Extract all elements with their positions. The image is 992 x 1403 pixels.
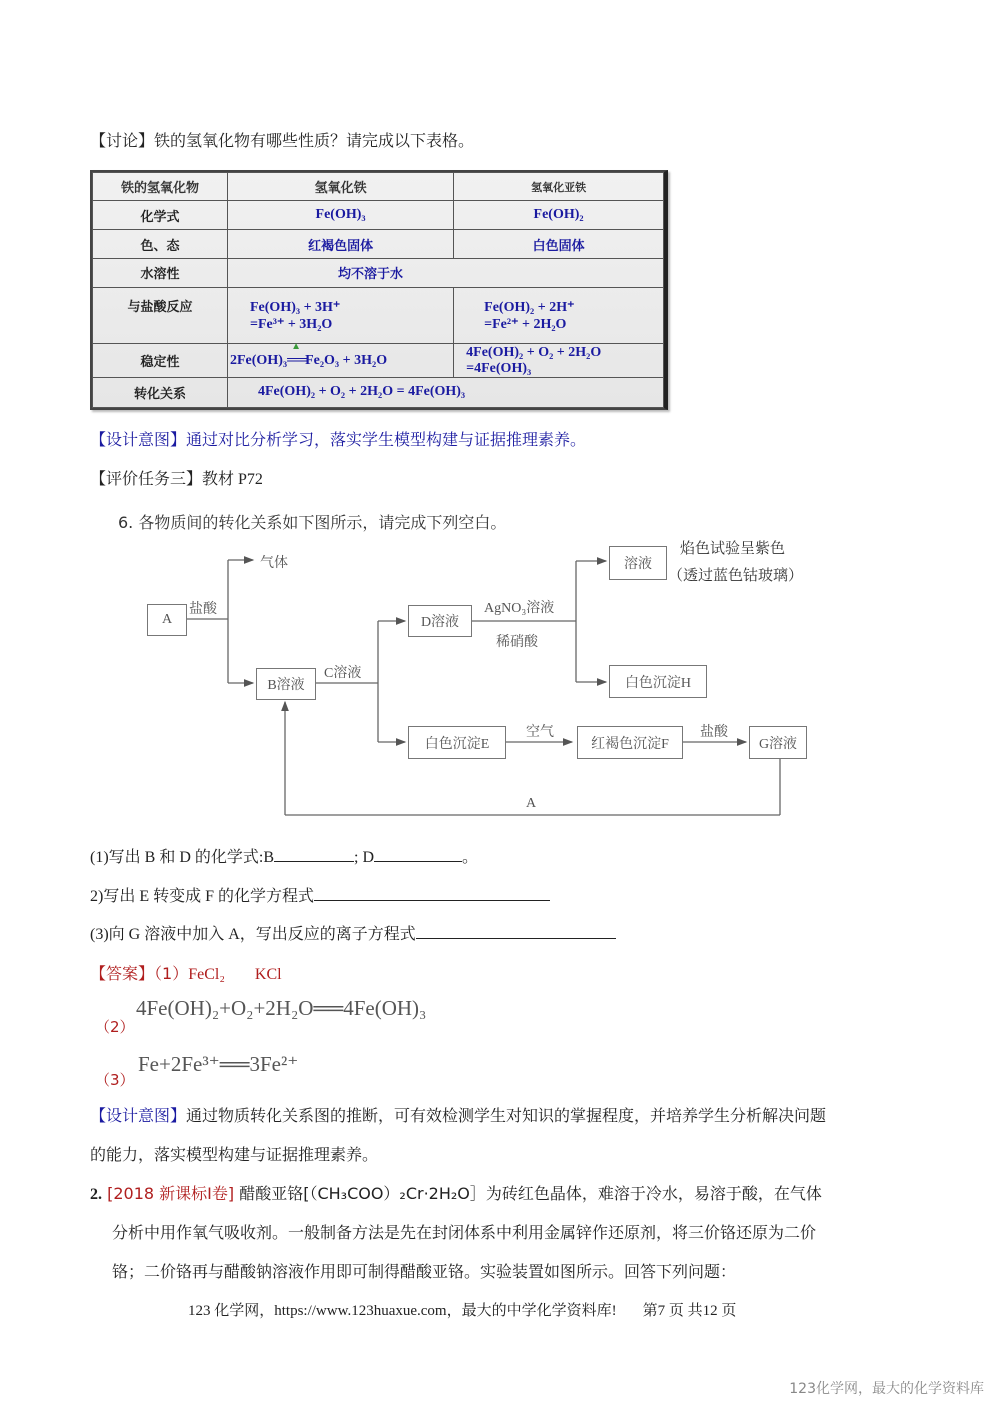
cell-line: =4Fe(OH)₃ bbox=[466, 360, 532, 376]
box-F: 红褐色沉淀F bbox=[577, 726, 683, 759]
cell bbox=[454, 344, 664, 377]
box-A: A bbox=[147, 604, 187, 636]
box-H: 白色沉淀H bbox=[609, 665, 707, 698]
answer-3-equation: Fe+2Fe³⁺══3Fe²⁺ bbox=[138, 1052, 299, 1076]
cell: 红褐色固体 bbox=[228, 230, 454, 258]
design-intent-1 bbox=[90, 427, 586, 450]
page-footer bbox=[188, 1299, 736, 1320]
answer-blank-B[interactable] bbox=[274, 847, 354, 862]
row-label: 与盐酸反应 bbox=[93, 287, 228, 343]
table-row bbox=[93, 258, 664, 287]
question-2-source: [2018 新课标Ⅰ卷] bbox=[107, 1184, 235, 1203]
footer-site: 123 化学网，https://www.123huaxue.com，最大的中学化学资料库! bbox=[188, 1303, 617, 1319]
evaluation-task-3 bbox=[90, 466, 263, 489]
discussion-tag: 【讨论】 bbox=[90, 131, 155, 150]
label-flame-2: （透过蓝色钴玻璃） bbox=[668, 568, 804, 584]
cell: Fe(OH)₃ bbox=[228, 201, 454, 230]
table-row bbox=[93, 230, 664, 258]
box-B: B溶液 bbox=[256, 668, 316, 700]
question-2-line-1 bbox=[90, 1181, 822, 1204]
question-2-text-1: 醋酸亚铬[（CH₃COO）₂Cr·2H₂O］为砖红色晶体，难溶于冷水，易溶于酸，在气体 bbox=[239, 1184, 822, 1203]
table-header-1: 氢氧化铁 bbox=[228, 173, 454, 201]
design-intent-tag: 【设计意图】 bbox=[90, 430, 187, 449]
iron-hydroxide-table bbox=[90, 170, 668, 410]
table-row bbox=[93, 344, 664, 377]
label-return-A: A bbox=[526, 796, 537, 811]
answer-blank-3[interactable] bbox=[416, 924, 616, 939]
answer-1-B: FeCl₂ bbox=[188, 966, 225, 983]
answer-line-1 bbox=[90, 961, 282, 984]
row-label: 化学式 bbox=[93, 201, 228, 230]
box-E: 白色沉淀E bbox=[408, 726, 506, 759]
footer-page-number: 第7 页 共12 页 bbox=[642, 1303, 737, 1319]
design-intent-2 bbox=[90, 1103, 826, 1126]
cell bbox=[228, 340, 454, 377]
design-intent-line-1: 通过物质转化关系图的推断，可有效检测学生对知识的掌握程度，并培养学生分析解决问题 bbox=[186, 1106, 827, 1125]
answer-2-equation: 4Fe(OH)₂+O₂+2H₂O══4Fe(OH)₃ bbox=[136, 996, 427, 1020]
cell-line: 4Fe(OH)₂ + O₂ + 2H₂O bbox=[466, 344, 602, 360]
answer-1-D: KCl bbox=[254, 966, 282, 983]
sub-question-3 bbox=[90, 921, 616, 944]
label-air: 空气 bbox=[526, 725, 554, 740]
answer-2-num: （2） bbox=[95, 1018, 135, 1036]
q1-suffix: 。 bbox=[462, 849, 479, 866]
row-label: 色、态 bbox=[93, 230, 228, 258]
table-row bbox=[93, 287, 664, 343]
row-label: 稳定性 bbox=[93, 344, 228, 377]
answer-3-num: （3） bbox=[95, 1071, 135, 1089]
cell-merged: 4Fe(OH)₂ + O₂ + 2H₂O = 4Fe(OH)₃ bbox=[228, 377, 664, 407]
cell-line: =Fe²⁺ + 2H₂O bbox=[484, 316, 567, 332]
watermark-text: 123化学网，最大的化学资料库 bbox=[789, 1381, 984, 1397]
answer-blank-2[interactable] bbox=[314, 886, 550, 901]
answer-1-num: （1） bbox=[154, 964, 189, 983]
sub-question-1 bbox=[90, 844, 478, 867]
label-flame-1: 焰色试验呈紫色 bbox=[680, 541, 786, 557]
triangle-heat-icon: ▲ bbox=[291, 340, 301, 352]
q2-prefix: 2)写出 E 转变成 F 的化学方程式 bbox=[90, 888, 315, 905]
row-label: 水溶性 bbox=[93, 258, 228, 287]
question-2-line-2: 分析中用作氧气吸收剂。一般制备方法是先在封闭体系中利用金属锌作还原剂，将三价铬还原为二价 bbox=[112, 1223, 817, 1242]
task-tag: 【评价任务三】 bbox=[90, 469, 203, 488]
discussion-line bbox=[90, 128, 474, 151]
cell: Fe(OH)₂ bbox=[454, 201, 664, 230]
design-intent-2-line-2: 的能力，落实模型构建与证据推理素养。 bbox=[90, 1145, 379, 1164]
question-6-title: 6. 各物质间的转化关系如下图所示，请完成下列空白。 bbox=[118, 513, 507, 532]
cell-part: 2Fe(OH)₃ bbox=[230, 352, 288, 368]
label-hcl-1: 盐酸 bbox=[189, 602, 217, 617]
design-intent-tag: 【设计意图】 bbox=[90, 1106, 187, 1125]
answer-blank-D[interactable] bbox=[374, 847, 462, 862]
cell-merged: 均不溶于水 bbox=[228, 258, 664, 287]
table-row bbox=[93, 377, 664, 407]
design-intent-text: 通过对比分析学习，落实学生模型构建与证据推理素养。 bbox=[186, 430, 587, 449]
question-2-number: 2. bbox=[90, 1186, 102, 1203]
box-G: G溶液 bbox=[749, 726, 807, 759]
question-2-line-3: 铬；二价铬再与醋酸钠溶液作用即可制得醋酸亚铬。实验装置如图所示。回答下列问题： bbox=[112, 1262, 737, 1281]
box-solution: 溶液 bbox=[609, 546, 667, 580]
box-D: D溶液 bbox=[408, 605, 472, 637]
label-hno3: 稀硝酸 bbox=[496, 635, 538, 650]
q1-mid: ; D bbox=[354, 849, 375, 866]
label-hcl-2: 盐酸 bbox=[700, 725, 728, 740]
q1-prefix: (1)写出 B 和 D 的化学式:B bbox=[90, 849, 275, 866]
q3-prefix: (3)向 G 溶液中加入 A，写出反应的离子方程式 bbox=[90, 926, 416, 943]
cell bbox=[228, 287, 454, 343]
cell-line: =Fe³⁺ + 3H₂O bbox=[250, 316, 333, 332]
cell-line: Fe(OH)₃ + 3H⁺ bbox=[250, 299, 341, 315]
discussion-text: 铁的氢氧化物有哪些性质？请完成以下表格。 bbox=[154, 131, 475, 150]
table-header-0: 铁的氢氧化物 bbox=[93, 173, 228, 201]
row-label: 转化关系 bbox=[93, 377, 228, 407]
label-agno3: AgNO₃溶液 bbox=[484, 601, 555, 616]
heating-equals-sign: ▲ ══ bbox=[287, 340, 307, 368]
table-row bbox=[93, 201, 664, 230]
conversion-diagram bbox=[110, 505, 815, 820]
answer-tag: 【答案】 bbox=[90, 964, 155, 983]
cell bbox=[454, 287, 664, 343]
cell-line: Fe(OH)₂ + 2H⁺ bbox=[484, 299, 575, 315]
label-gas: 气体 bbox=[260, 556, 288, 571]
cell: 白色固体 bbox=[454, 230, 664, 258]
sub-question-2 bbox=[90, 883, 550, 906]
cell-part: Fe₂O₃ + 3H₂O bbox=[305, 352, 388, 368]
task-text: 教材 P72 bbox=[202, 471, 263, 488]
label-c-solution: C溶液 bbox=[324, 666, 362, 681]
table-header-2: 氢氧化亚铁 bbox=[454, 173, 664, 201]
